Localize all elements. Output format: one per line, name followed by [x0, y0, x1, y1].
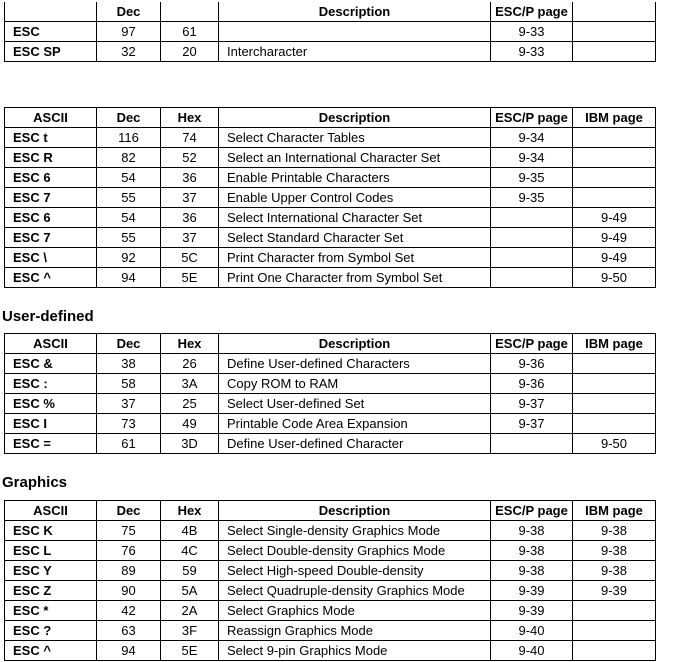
cell-hex: 3A [161, 374, 219, 394]
table-row [5, 641, 656, 661]
column-header-description: Description [219, 2, 491, 22]
cell-ibm-page [573, 354, 656, 374]
cell-dec: 89 [97, 561, 161, 581]
cell-escp-page [491, 228, 573, 248]
column-header-escp-page: ESC/P page [491, 501, 573, 521]
cell-escp-page: 9-39 [491, 601, 573, 621]
cell-description: Enable Upper Control Codes [219, 188, 491, 208]
cell-ibm-page [573, 374, 656, 394]
cell-ibm-page [573, 601, 656, 621]
header-row [5, 501, 656, 521]
cell-hex: 37 [161, 228, 219, 248]
cell-ibm-page: 9-38 [573, 541, 656, 561]
cell-dec: 55 [97, 188, 161, 208]
cell-escp-page: 9-33 [491, 42, 573, 62]
cell-dec: 94 [97, 641, 161, 661]
cell-description: Select an International Character Set [219, 148, 491, 168]
cell-hex: 74 [161, 128, 219, 148]
cell-description: Intercharacter [219, 42, 491, 62]
cell-escp-page [491, 248, 573, 268]
cell-hex: 4C [161, 541, 219, 561]
column-header-description: Description [219, 501, 491, 521]
cell-description: Select Character Tables [219, 128, 491, 148]
table-row [5, 354, 656, 374]
cell-hex: 20 [161, 42, 219, 62]
cell-hex: 59 [161, 561, 219, 581]
cell-dec: 94 [97, 268, 161, 288]
cell-ibm-page [573, 394, 656, 414]
cell-ascii: ESC t [5, 128, 97, 148]
cell-escp-page: 9-35 [491, 188, 573, 208]
cell-description: Enable Printable Characters [219, 168, 491, 188]
cell-escp-page: 9-36 [491, 374, 573, 394]
cell-ascii: ESC ? [5, 621, 97, 641]
cell-dec: 54 [97, 168, 161, 188]
cell-ibm-page: 9-38 [573, 561, 656, 581]
table-row [5, 434, 656, 454]
cell-ibm-page [573, 621, 656, 641]
cell-escp-page: 9-38 [491, 521, 573, 541]
cell-dec: 73 [97, 414, 161, 434]
cell-ibm-page [573, 128, 656, 148]
cell-dec: 32 [97, 42, 161, 62]
header-row [5, 334, 656, 354]
cell-ibm-page: 9-49 [573, 208, 656, 228]
cell-ascii: ESC L [5, 541, 97, 561]
cell-escp-page: 9-40 [491, 621, 573, 641]
table-graphics [4, 500, 656, 661]
column-header-ascii: ASCII [5, 108, 97, 128]
cell-ascii: ESC 6 [5, 208, 97, 228]
cell-description: Printable Code Area Expansion [219, 414, 491, 434]
table-row [5, 228, 656, 248]
cell-escp-page [491, 268, 573, 288]
column-header-ascii: ASCII [5, 334, 97, 354]
table-row [5, 581, 656, 601]
cell-dec: 116 [97, 128, 161, 148]
cell-description: Print Character from Symbol Set [219, 248, 491, 268]
cell-description: Define User-defined Characters [219, 354, 491, 374]
cell-dec: 75 [97, 521, 161, 541]
column-header-dec: Dec [97, 2, 161, 22]
column-header-ibm-page: IBM page [573, 501, 656, 521]
column-header-dec: Dec [97, 334, 161, 354]
cell-ascii: ESC * [5, 601, 97, 621]
cell-hex: 36 [161, 208, 219, 228]
cell-escp-page [491, 434, 573, 454]
cell-ibm-page: 9-49 [573, 228, 656, 248]
table-user-defined [4, 333, 656, 454]
cell-description: Select Double-density Graphics Mode [219, 541, 491, 561]
cell-escp-page: 9-40 [491, 641, 573, 661]
cell-escp-page: 9-36 [491, 354, 573, 374]
cell-escp-page: 9-33 [491, 22, 573, 42]
cell-dec: 37 [97, 394, 161, 414]
table-row [5, 42, 656, 62]
cell-escp-page: 9-35 [491, 168, 573, 188]
cell-escp-page: 9-39 [491, 581, 573, 601]
cell-description [219, 22, 491, 42]
table-row [5, 561, 656, 581]
cell-escp-page: 9-37 [491, 394, 573, 414]
cell-ascii: ESC ^ [5, 268, 97, 288]
header-row [5, 2, 656, 22]
section-title-graphics: Graphics [2, 474, 68, 491]
cell-ascii: ESC : [5, 374, 97, 394]
cell-description: Select International Character Set [219, 208, 491, 228]
cell-ascii: ESC 7 [5, 188, 97, 208]
table-row [5, 248, 656, 268]
cell-ascii: ESC K [5, 521, 97, 541]
cell-ibm-page: 9-39 [573, 581, 656, 601]
cell-dec: 90 [97, 581, 161, 601]
cell-dec: 82 [97, 148, 161, 168]
table-continued [4, 2, 656, 62]
cell-ibm-page: 9-38 [573, 521, 656, 541]
cell-description: Select User-defined Set [219, 394, 491, 414]
header-row [5, 108, 656, 128]
cell-dec: 61 [97, 434, 161, 454]
cell-hex: 5E [161, 641, 219, 661]
cell-description: Select 9-pin Graphics Mode [219, 641, 491, 661]
cell-hex: 2A [161, 601, 219, 621]
column-header-ibm-page: IBM page [573, 334, 656, 354]
cell-description: Select Single-density Graphics Mode [219, 521, 491, 541]
cell-dec: 55 [97, 228, 161, 248]
cell-ibm-page [573, 22, 656, 42]
cell-dec: 42 [97, 601, 161, 621]
cell-escp-page: 9-37 [491, 414, 573, 434]
cell-ascii: ESC I [5, 414, 97, 434]
cell-ibm-page [573, 188, 656, 208]
table-row [5, 22, 656, 42]
cell-hex: 61 [161, 22, 219, 42]
table-row [5, 188, 656, 208]
table-character-sets [4, 107, 656, 288]
cell-ibm-page: 9-49 [573, 248, 656, 268]
cell-escp-page [491, 208, 573, 228]
cell-hex: 49 [161, 414, 219, 434]
column-header-ascii: ASCII [5, 501, 97, 521]
cell-ascii: ESC & [5, 354, 97, 374]
cell-dec: 38 [97, 354, 161, 374]
column-header-escp-page: ESC/P page [491, 108, 573, 128]
cell-dec: 92 [97, 248, 161, 268]
cell-hex: 5C [161, 248, 219, 268]
table-row [5, 148, 656, 168]
cell-ascii: ESC = [5, 434, 97, 454]
cell-ascii: ESC Z [5, 581, 97, 601]
cell-description: Define User-defined Character [219, 434, 491, 454]
section-title-user-defined: User-defined [2, 308, 94, 325]
cell-dec: 54 [97, 208, 161, 228]
cell-description: Select Standard Character Set [219, 228, 491, 248]
cell-hex: 26 [161, 354, 219, 374]
cell-hex: 4B [161, 521, 219, 541]
column-header-hex: Hex [161, 501, 219, 521]
cell-escp-page: 9-34 [491, 128, 573, 148]
cell-escp-page: 9-34 [491, 148, 573, 168]
cell-ascii: ESC % [5, 394, 97, 414]
table-row [5, 521, 656, 541]
cell-dec: 63 [97, 621, 161, 641]
table-row [5, 621, 656, 641]
column-header-dec: Dec [97, 501, 161, 521]
table-row [5, 268, 656, 288]
column-header-description: Description [219, 334, 491, 354]
cell-ascii: ESC 7 [5, 228, 97, 248]
cell-ibm-page [573, 148, 656, 168]
cell-hex: 5A [161, 581, 219, 601]
cell-ascii: ESC R [5, 148, 97, 168]
cell-description: Print One Character from Symbol Set [219, 268, 491, 288]
cell-hex: 52 [161, 148, 219, 168]
cell-ascii: ESC ^ [5, 641, 97, 661]
column-header-hex [161, 2, 219, 22]
table-row [5, 128, 656, 148]
cell-description: Select Graphics Mode [219, 601, 491, 621]
cell-ascii: ESC 6 [5, 168, 97, 188]
cell-ibm-page [573, 168, 656, 188]
table-row [5, 374, 656, 394]
column-header-ibm-page [573, 2, 656, 22]
column-header-ascii [5, 2, 97, 22]
cell-ascii: ESC Y [5, 561, 97, 581]
cell-dec: 58 [97, 374, 161, 394]
table-row [5, 541, 656, 561]
cell-hex: 25 [161, 394, 219, 414]
cell-dec: 97 [97, 22, 161, 42]
column-header-description: Description [219, 108, 491, 128]
cell-ibm-page: 9-50 [573, 268, 656, 288]
column-header-escp-page: ESC/P page [491, 334, 573, 354]
cell-hex: 36 [161, 168, 219, 188]
cell-description: Select High-speed Double-density [219, 561, 491, 581]
cell-hex: 3D [161, 434, 219, 454]
cell-ascii: ESC SP [5, 42, 97, 62]
cell-ibm-page: 9-50 [573, 434, 656, 454]
cell-escp-page: 9-38 [491, 541, 573, 561]
cell-escp-page: 9-38 [491, 561, 573, 581]
table-row [5, 601, 656, 621]
cell-description: Reassign Graphics Mode [219, 621, 491, 641]
table-row [5, 168, 656, 188]
cell-hex: 5E [161, 268, 219, 288]
cell-hex: 37 [161, 188, 219, 208]
cell-description: Copy ROM to RAM [219, 374, 491, 394]
cell-ascii: ESC \ [5, 248, 97, 268]
column-header-escp-page: ESC/P page [491, 2, 573, 22]
table-row [5, 414, 656, 434]
cell-hex: 3F [161, 621, 219, 641]
cell-ibm-page [573, 641, 656, 661]
cell-description: Select Quadruple-density Graphics Mode [219, 581, 491, 601]
cell-ibm-page [573, 42, 656, 62]
column-header-ibm-page: IBM page [573, 108, 656, 128]
table-row [5, 208, 656, 228]
cell-ibm-page [573, 414, 656, 434]
cell-dec: 76 [97, 541, 161, 561]
column-header-hex: Hex [161, 108, 219, 128]
column-header-hex: Hex [161, 334, 219, 354]
column-header-dec: Dec [97, 108, 161, 128]
table-row [5, 394, 656, 414]
cell-ascii: ESC [5, 22, 97, 42]
